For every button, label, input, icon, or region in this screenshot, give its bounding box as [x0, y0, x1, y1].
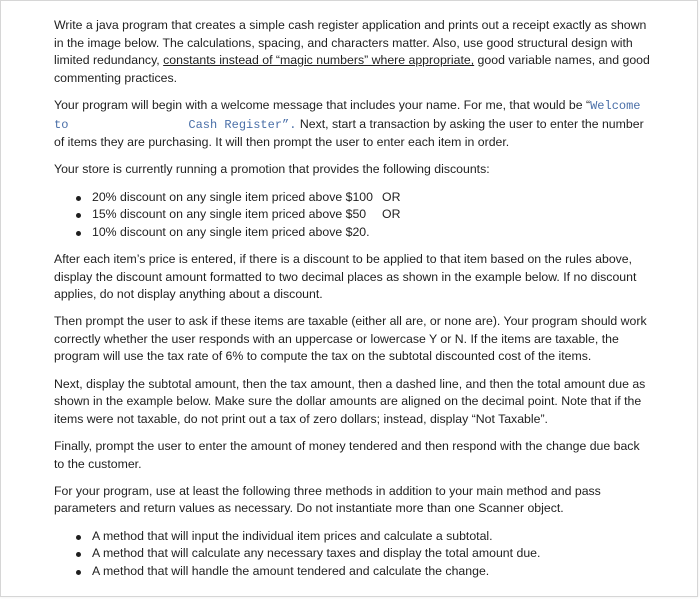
document-body	[54, 17, 650, 590]
discount-list	[54, 189, 650, 242]
welcome-code-to: to	[54, 117, 69, 132]
list-item: A method that will handle the amount tendered and calculate the change.	[54, 563, 650, 581]
list-item	[54, 189, 650, 207]
constants-link-text: constants instead of “magic numbers” where appropriate,	[163, 53, 475, 68]
list-item: A method that will calculate any necessary taxes and display the total amount due.	[54, 545, 650, 563]
discount-text: 20% discount on any single item priced above $100	[92, 189, 373, 204]
methods-list	[54, 528, 650, 581]
welcome-paragraph	[54, 97, 650, 152]
welcome-text-end: Next, start a transaction by asking the user to enter the number of items they are purchasing. It will then prompt the user to enter each item in order.	[54, 116, 644, 150]
or-label: OR	[382, 207, 401, 222]
welcome-code: Welcome	[590, 98, 641, 113]
promotion-paragraph: Your store is currently running a promotion that provides the following discounts:	[54, 162, 490, 177]
tendered-paragraph: Finally, prompt the user to enter the amount of money tendered and then respond with the change due back to the customer.	[54, 439, 640, 471]
intro-text-end: good variable names, and good commenting practices.	[54, 53, 650, 85]
discount-display-paragraph: After each item’s price is entered, if there is a discount to be applied to that item based on the rules above, display the discount amount formatted to two decimal places as shown in the example below. If no discount applies, do not display anything about a discount.	[54, 251, 637, 302]
list-item: A method that will input the individual item prices and calculate a subtotal.	[54, 528, 650, 546]
list-item	[54, 224, 650, 242]
list-item	[54, 206, 650, 224]
intro-text: Write a java program that creates a simple cash register application and prints out a receipt exactly as shown in the image below. The calculations, spacing, and characters matter. Also, use good structural design with limited redundancy,	[54, 18, 647, 68]
tax-paragraph: Then prompt the user to ask if these items are taxable (either all are, or none are). Your program should work correctly whether the user responds with an uppercase or lowercase Y or N. If the items are taxable, the program will use the tax rate of 6% to compute the tax on the subtotal discounted cost of the items.	[54, 314, 647, 364]
welcome-code-register: Cash Register”.	[188, 117, 297, 132]
discount-text: 10% discount on any single item priced above $20.	[92, 224, 370, 239]
discount-text: 15% discount on any single item priced above $50	[92, 207, 367, 222]
or-label: OR	[382, 189, 401, 204]
methods-paragraph: For your program, use at least the following three methods in addition to your main method and pass parameters and return values as necessary. Do not instantiate more than one Scanner object.	[54, 483, 601, 516]
welcome-text: Your program will begin with a welcome message that includes your name. For me, that would be “	[54, 97, 591, 112]
intro-paragraph	[54, 17, 650, 87]
subtotal-paragraph: Next, display the subtotal amount, then the tax amount, then a dashed line, and then the total amount due as shown in the example below. Make sure the dollar amounts are aligned on the decimal point. Note that if the items were not taxable, do not print out a tax of zero dollars; instead, display “Not Taxable”.	[54, 376, 646, 426]
